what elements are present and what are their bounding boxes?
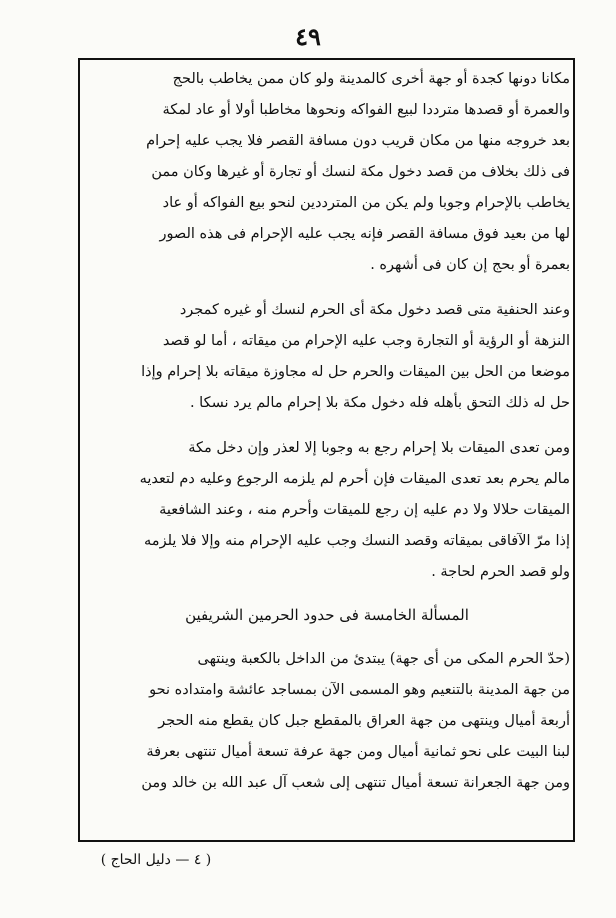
paragraph-gap [84,419,570,433]
paragraph-3 [84,433,570,588]
footer-signature: ( ٤ — دليل الحاج ) [100,852,212,868]
paragraph-gap [84,281,570,295]
paragraph-4 [84,644,570,799]
text-line: ولو قصد الحرم لحاجة . [431,564,570,580]
text-line: ومن تعدى الميقات بلا إحرام رجع به وجوبا إلا لعذر وإن دخل مكة [188,440,570,456]
text-line: الميقات حلالا ولا دم عليه إن رجع للميقات وأحرم منه ، وعند الشافعية [159,502,570,518]
paragraph-1 [84,64,570,281]
text-line: إذا مرّ الآفاقى بميقاته وقصد النسك وجب عليه الإحرام منه وإلا فلا يلزمه [144,533,570,549]
text-line: بعمرة أو بحج إن كان فى أشهره . [370,257,570,273]
text-line: (حدّ الحرم المكى من أى جهة) يبتدئ من الداخل بالكعبة وينتهى [197,651,570,667]
text-line: والعمرة أو قصدها مترددا لبيع الفواكه ونحوها مخاطبا أولا أو عاد لمكة [162,102,570,118]
text-line: النزهة أو الرؤية أو التجارة وجب عليه الإحرام من ميقاته ، أما لو قصد [162,333,570,349]
text-line: حل له ذلك التحق بأهله فله دخول مكة بلا إحرام مالم يرد نسكا . [189,395,570,411]
text-line: موضعا من الحل بين الميقات والحرم حل له مجاوزة ميقاته بلا إحرام وإذا [141,364,570,380]
text-line: مكانا دونها كجدة أو جهة أخرى كالمدينة ولو كان ممن يخاطب بالحج [172,71,570,87]
text-line: مالم يحرم بعد تعدى الميقات فإن أحرم لم يلزمه الرجوع وعليه دم لتعديه [139,471,570,487]
text-body [84,64,570,836]
text-line: من جهة المدينة بالتنعيم وهو المسمى الآن بمساجد عائشة وامتداده نحو [149,682,570,698]
text-line: وعند الحنفية متى قصد دخول مكة أى الحرم لنسك أو غيره كمجرد [179,302,570,318]
text-line: بعد خروجه منها من مكان قريب دون مسافة القصر فلا يجب عليه إحرام [146,133,570,149]
text-line: أربعة أميال وينتهى من جهة العراق بالمقطع جبل كان يقطع منه الحجر [158,713,570,729]
text-line: فى ذلك بخلاف من قصد دخول مكة لنسك أو تجارة أو غيرها وكان ممن [151,164,570,180]
text-line: يخاطب بالإحرام وجوبا ولم يكن من المترددين لنحو بيع الفواكه أو عاد [162,195,570,211]
section-heading: المسألة الخامسة فى حدود الحرمين الشريفين [185,606,469,624]
text-line: ومن جهة الجعرانة تسعة أميال تنتهى إلى شعب آل عبد الله بن خالد ومن [141,775,570,791]
text-line: لبنا البيت على نحو ثمانية أميال ومن جهة عرفة تسعة أميال تنتهى بعرفة [146,744,570,760]
text-line: لها من بعيد فوق مسافة القصر فإنه يجب عليه الإحرام فى هذه الصور [159,226,570,242]
paragraph-2 [84,295,570,419]
page-number: ٤٩ [295,22,321,51]
